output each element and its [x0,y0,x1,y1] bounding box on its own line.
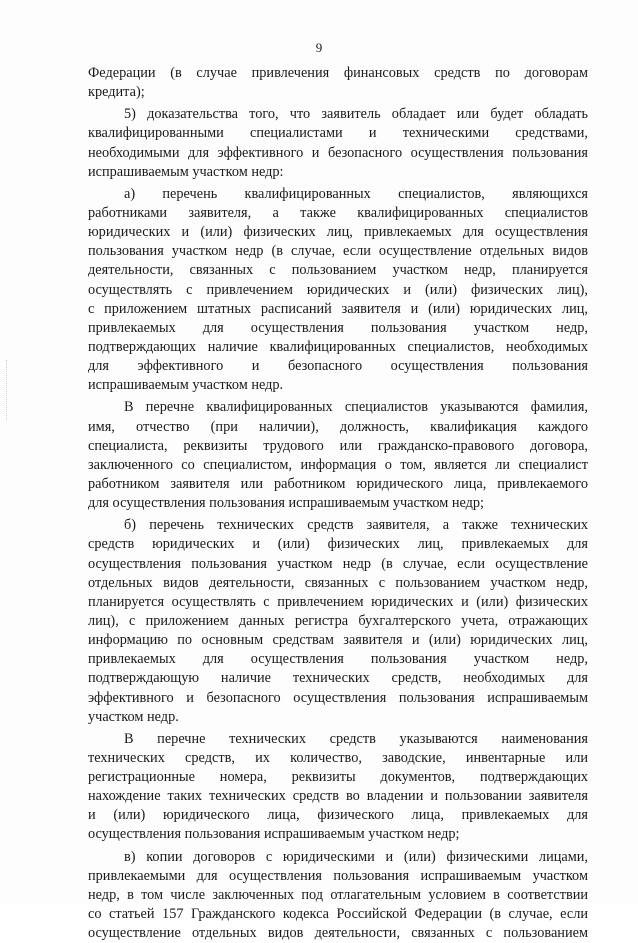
text-line: пользования участком недр (в случае, если осуществление отдельных видов [88,243,588,260]
text-line: осуществление отдельных видов деятельности, связанных с пользованием [88,925,588,942]
text-line: регистрационные номера, реквизиты документов, подтверждающих [88,769,588,786]
text-line: со статьей 157 Гражданского кодекса Российской Федерации (в случае, если [88,906,588,923]
text-line: привлекаемых для осуществления пользования участком недр, [88,319,588,336]
text-line: отдельных видов деятельности, связанных с пользованием участком недр, [88,574,588,591]
text-line: подтверждающую наличие технических средств, необходимых для [88,670,588,687]
text-line: осуществления пользования испрашиваемым участком недр; [88,826,460,843]
text-line: для осуществления пользования испрашиваемым участком недр; [88,495,485,512]
text-line: средств юридических и (или) физических лиц, привлекаемых для [88,536,588,553]
text-line: в) копии договоров с юридическими и (или) физическими лицами, [124,848,588,865]
text-line: В перечне технических средств указываются наименования [124,730,588,747]
text-line: участком недр. [88,708,179,725]
text-line: Федерации (в случае привлечения финансовых средств по договорам [88,65,588,81]
text-line: и (или) юридического лица, физического лица, привлекаемых для [88,807,588,824]
text-line: работником заявителя или работником юридического лица, привлекаемого [88,475,588,492]
text-line: специалиста, реквизиты трудового или гражданско-правового договора, [88,437,588,454]
text-line: юридических и (или) физических лиц, привлекаемых для осуществления [88,224,588,241]
text-line: с приложением штатных расписаний заявителя и (или) юридических лиц, [88,300,588,317]
text-line: недр, в том числе заключенных под отлагательным условием в соответствии [88,886,588,903]
text-line: кредита); [88,84,145,101]
text-line: а) перечень квалифицированных специалистов, являющихся [124,185,588,202]
scan-margin-mark [6,360,9,420]
text-line: осуществлять с привлечением юридических и (или) физических лиц), [88,281,588,298]
text-line: эффективного и безопасного осуществления пользования испрашиваемым [88,689,588,706]
text-line: испрашиваемым участком недр. [88,377,284,394]
text-line: лиц), с приложением данных регистра бухгалтерского учета, отражающих [88,612,588,629]
text-line: осуществления пользования участком недр (в случае, если осуществление [88,555,588,572]
text-line: б) перечень технических средств заявителя, а также технических [124,517,588,534]
text-line: подтверждающих наличие квалифицированных специалистов, необходимых [88,338,588,355]
text-line: заключенного со специалистом, информация о том, является ли специалист [88,456,588,473]
text-line: для эффективного и безопасного осуществления пользования [88,358,588,375]
text-line: технических средств, их количество, заводские, инвентарные или [88,749,588,766]
document-body-text [88,64,588,943]
text-line: привлекаемыми для осуществления пользования испрашиваемым участком [88,867,588,884]
text-line: привлекаемых для осуществления пользования участком недр, [88,651,588,668]
page-number: 9 [315,40,323,55]
text-line: необходимыми для эффективного и безопасного осуществления пользования [88,144,588,161]
text-line: В перечне квалифицированных специалистов указываются фамилия, [124,399,588,416]
text-line: квалифицированными специалистами и техническими средствами, [88,125,588,142]
text-line: испрашиваемым участком недр: [88,163,284,180]
text-line: нахождение таких технических средств во владении и пользовании заявителя [88,788,588,805]
text-line: планируется осуществлять с привлечением юридических и (или) физических [88,593,588,610]
text-line: деятельности, связанных с пользованием участком недр, планируется [88,262,588,279]
text-line: 5) доказательства того, что заявитель обладает или будет обладать [124,106,588,123]
text-line: работниками заявителя, а также квалифицированных специалистов [88,204,588,221]
text-line: информацию по основным средствам заявителя и (или) юридических лиц, [88,632,588,649]
text-line: имя, отчество (при наличии), должность, квалификация каждого [88,418,588,435]
